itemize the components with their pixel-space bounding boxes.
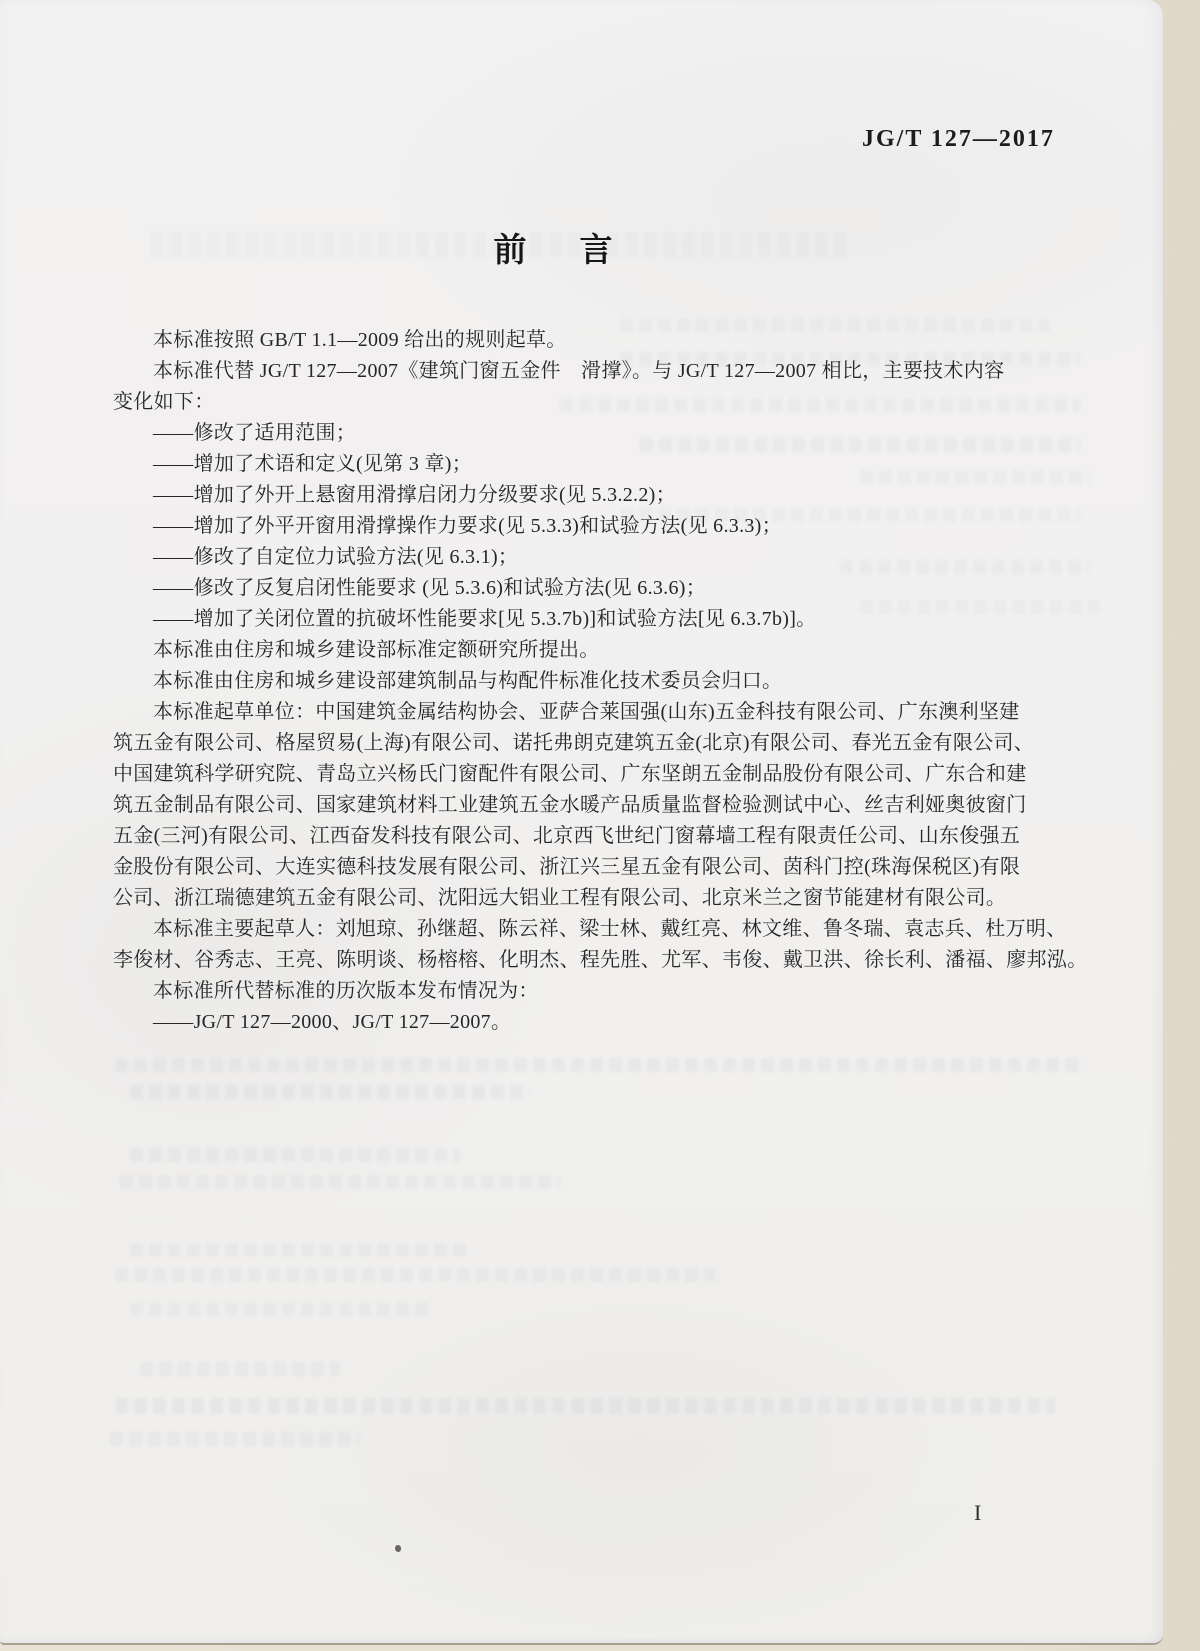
foreword-line: 本标准主要起草人：刘旭琼、孙继超、陈云祥、梁士林、戴红亮、林文维、鲁冬瑞、袁志兵、杜万明、 — [153, 918, 1067, 940]
foreword-line: 本标准所代替标准的历次版本发布情况为： — [153, 980, 539, 1002]
foreword-change-item: ——增加了外开上悬窗用滑撑启闭力分级要求(见 5.3.2.2)； — [153, 484, 676, 506]
foreword-body — [113, 325, 1093, 1038]
foreword-line: 金股份有限公司、大连实德科技发展有限公司、浙江兴三星五金有限公司、茵科门控(珠海保税区)有限 — [113, 856, 1021, 878]
bleed-through-text — [130, 1243, 470, 1257]
bleed-through-text — [130, 1302, 430, 1316]
bleed-through-text — [115, 1398, 1055, 1414]
page-number: I — [974, 1500, 982, 1525]
foreword-line: ——JG/T 127—2000、JG/T 127—2007。 — [153, 1011, 512, 1033]
foreword-line: 本标准起草单位：中国建筑金属结构协会、亚萨合莱国强(山东)五金科技有限公司、广东澳利坚建 — [153, 701, 1020, 723]
bleed-through-text — [130, 1148, 460, 1162]
foreword-change-item: ——修改了自定位力试验方法(见 6.3.1)； — [153, 546, 519, 568]
bleed-through-text — [120, 1175, 560, 1189]
foreword-line: 变化如下： — [113, 391, 215, 413]
bleed-through-text — [140, 1362, 340, 1376]
page-title: 前 言 — [493, 233, 623, 269]
standard-code-header: JG/T 127—2017 — [862, 126, 1055, 152]
foreword-line: 本标准代替 JG/T 127—2007《建筑门窗五金件 滑撑》。与 JG/T 127—2007 相比，主要技术内容 — [153, 360, 1005, 382]
foreword-line: 中国建筑科学研究院、青岛立兴杨氏门窗配件有限公司、广东坚朗五金制品股份有限公司、广东合和建 — [113, 763, 1027, 785]
foreword-line: 筑五金制品有限公司、国家建筑材料工业建筑五金水暖产品质量监督检验测试中心、丝吉利娅奥彼窗门 — [113, 794, 1027, 816]
foreword-line: 五金(三河)有限公司、江西奋发科技有限公司、北京西飞世纪门窗幕墙工程有限责任公司、山东俊强五 — [113, 825, 1021, 847]
bleed-through-text — [115, 1268, 715, 1282]
bleed-through-text — [115, 1058, 1085, 1072]
foreword-line: 本标准按照 GB/T 1.1—2009 给出的规则起草。 — [153, 329, 567, 351]
foreword-change-item: ——增加了术语和定义(见第 3 章)； — [153, 453, 473, 475]
bleed-through-text — [130, 1085, 530, 1099]
foreword-change-item: ——修改了反复启闭性能要求 (见 5.3.6)和试验方法(见 6.3.6)； — [153, 577, 707, 599]
foreword-change-item: ——增加了关闭位置的抗破坏性能要求[见 5.3.7b)]和试验方法[见 6.3.7b)]。 — [153, 608, 817, 630]
foreword-change-item: ——增加了外平开窗用滑撑操作力要求(见 5.3.3)和试验方法(见 6.3.3)； — [153, 515, 782, 537]
foreword-line: 公司、浙江瑞德建筑五金有限公司、沈阳远大铝业工程有限公司、北京米兰之窗节能建材有限公司。 — [113, 887, 1007, 909]
paper-speck — [395, 1545, 401, 1552]
foreword-change-item: ——修改了适用范围； — [153, 422, 356, 444]
foreword-line: 本标准由住房和城乡建设部建筑制品与构配件标准化技术委员会归口。 — [153, 670, 783, 692]
bleed-through-text — [110, 1432, 360, 1446]
scanner-background-edge — [1163, 0, 1200, 1651]
foreword-line: 李俊材、谷秀志、王亮、陈明谈、杨榕榕、化明杰、程先胜、尤军、韦俊、戴卫洪、徐长利、潘福、廖邦泓。 — [113, 949, 1088, 971]
foreword-line: 筑五金有限公司、格屋贸易(上海)有限公司、诺托弗朗克建筑五金(北京)有限公司、春光五金有限公司、 — [113, 732, 1035, 754]
foreword-line: 本标准由住房和城乡建设部标准定额研究所提出。 — [153, 639, 600, 661]
